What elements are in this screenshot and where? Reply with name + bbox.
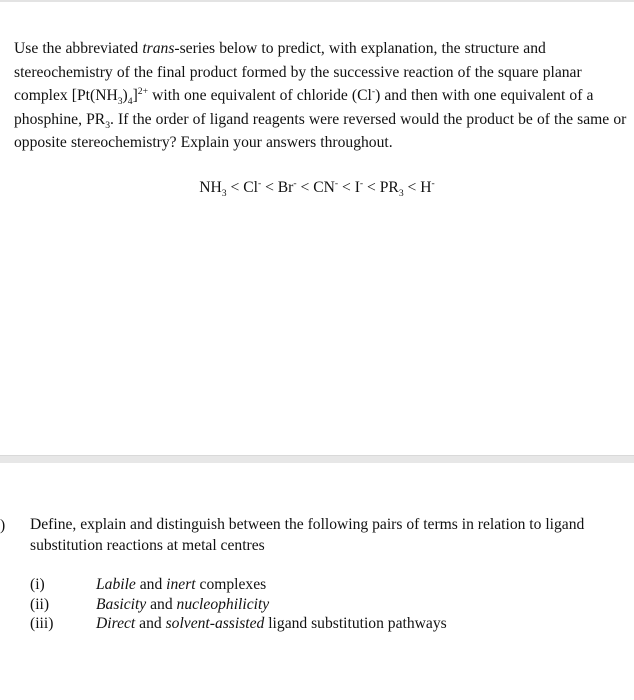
- list-item: [30, 614, 620, 634]
- list-item: [30, 595, 620, 615]
- question-2-marker: ): [0, 517, 6, 534]
- item-number: (i): [30, 576, 45, 593]
- item-number: (ii): [30, 595, 50, 613]
- top-divider: [0, 0, 634, 2]
- item-number: (iii): [30, 615, 54, 632]
- item-text: Direct and solvent-assisted ligand substitution pathways: [96, 615, 447, 632]
- trans-italic: trans: [142, 40, 175, 57]
- item-text: Basicity and nucleophilicity: [96, 595, 270, 613]
- terms-list: [30, 575, 620, 634]
- question-1-text: Use the abbreviated trans-series below to predict, with explanation, the structure and stereochemistry of the final product formed by the successive reaction of the square planar complex $[Pt(NH_3)_4]^{2+}$ with one equivalent of chloride (Cl-) and then with one equivalent of a phosphine, $PR_3$. If the order of ligand reagents were reversed would the product be of the same or opposite stereochemistry? Explain your answers throughout.: [14, 40, 627, 152]
- item-text: Labile and inert complexes: [96, 576, 267, 593]
- section-divider: [0, 455, 634, 463]
- question-2-prompt: Define, explain and distinguish between the following pairs of terms in relation to ligand substitution reactions at metal centres: [30, 516, 585, 554]
- complex-formula: $[Pt(NH_3)_4]^{2+}$: [71, 86, 149, 108]
- trans-series-equation: $NH_3 < Cl^- < Br^- < CN^- < I^- < PR_3 < H^-$: [199, 177, 435, 200]
- list-item: [30, 575, 620, 595]
